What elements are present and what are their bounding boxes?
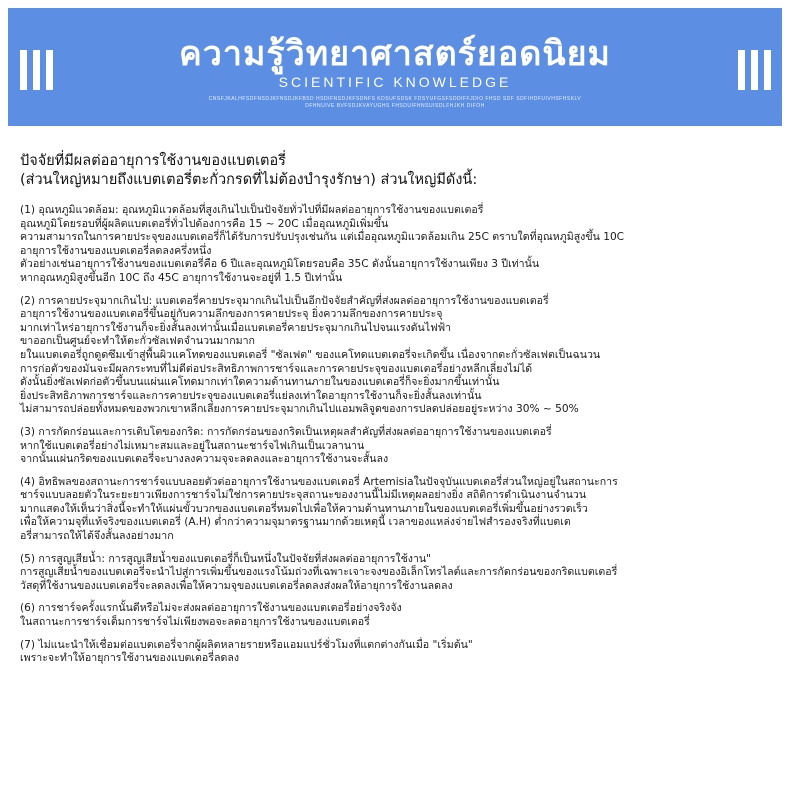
paragraph-line: (5) การสูญเสียน้ำ: การสูญเสียน้ำของแบตเตอรี่ก็เป็นหนึ่งในปัจจัยที่ส่งผลต่ออายุการใช้งาน"	[20, 552, 432, 565]
paragraph-line: จากนั้นแผ่นกริดของแบตเตอรี่จะบางลงความจุจะลดลงและอายุการใช้งานจะสั้นลง	[20, 453, 389, 466]
paragraph-line: (6) การชาร์จครั้งแรกนั้นดีหรือไม่จะส่งผลต่ออายุการใช้งานของแบตเตอรี่อย่างจริงจัง	[20, 602, 402, 615]
paragraph-line: ตัวอย่างเช่นอายุการใช้งานของแบตเตอรี่คือ 6 ปีและอุณหภูมิโดยรอบคือ 35C ดังนั้นอายุการใช้งานเพียง 3 ปีเท่านั้น	[20, 258, 540, 271]
paragraph-line: อายุการใช้งานของแบตเตอรี่ขึ้นอยู่กับความลึกของการคายประจุ ยิ่งความลึกของการคายประจุ	[20, 308, 443, 321]
paragraph-line: ยในแบตเตอรี่ถูกดูดซึมเข้าสู่พื้นผิวแคโทดของแบตเตอรี่ "ซัลเฟต" ของแคโทดแบตเตอรี่จะเกิดขึ้น เนื่องจากตะกั่วซัลเฟตเป็นฉนวน	[20, 348, 601, 361]
paragraph-line: หากใช้แบตเตอรี่อย่างไม่เหมาะสมและอยู่ในสถานะชาร์จไฟเกินเป็นเวลานาน	[20, 439, 365, 452]
paragraph-line: อุณหภูมิโดยรอบที่ผู้ผลิตแบตเตอรี่ทั่วไปต้องการคือ 15 ~ 20C เมื่ออุณหภูมิเพิ่มขึ้น	[20, 217, 389, 230]
paragraph-line: ดังนั้นยิ่งซัลเฟตก่อตัวขึ้นบนแผ่นแคโทดมากเท่าใดความต้านทานภายในของแบตเตอรี่ก็จะยิ่งมากขึ้นเท่านั้น	[20, 376, 500, 389]
factor-section-3	[20, 426, 774, 467]
paragraph-line: หากอุณหภูมิสูงขึ้นอีก 10C ถึง 45C อายุการใช้งานจะอยู่ที่ 1.5 ปีเท่านั้น	[20, 271, 343, 284]
paragraph-line: ความสามารถในการคายประจุของแบตเตอรี่ก็ได้รับการปรับปรุงเช่นกัน แต่เมื่ออุณหภูมิแวดล้อมเกิน 25C ตราบใดที่อุณหภูมิสูงขึ้น 10C	[20, 231, 625, 244]
article-heading	[20, 152, 774, 190]
article-body	[20, 152, 774, 675]
heading-line-1: ปัจจัยที่มีผลต่ออายุการใช้งานของแบตเตอรี่	[20, 153, 286, 169]
paragraph-line: (3) การกัดกร่อนและการเติบโตของกริด: การกัดกร่อนของกริดเป็นเหตุผลสำคัญที่ส่งผลต่ออายุการใช้งานของแบตเตอรี่	[20, 425, 552, 438]
paragraph-line: เพราะจะทำให้อายุการใช้งานของแบตเตอรี่ลดลง	[20, 652, 240, 665]
paragraph-line: ยิ่งประสิทธิภาพการชาร์จและการคายประจุของแบตเตอรี่แย่ลงเท่าใดอายุการใช้งานก็จะยิ่งสั้นลงเท่านั้น	[20, 389, 482, 402]
factor-section-6	[20, 602, 774, 629]
factor-section-7	[20, 639, 774, 666]
factor-section-5	[20, 553, 774, 594]
paragraph-line: การก่อตัวของมันจะมีผลกระทบที่ไม่ดีต่อประสิทธิภาพการชาร์จและการคายประจุของแบตเตอรี่อย่างหลีกเลี่ยงไม่ได้	[20, 362, 533, 375]
paragraph-line: มากแสดงให้เห็นว่าสิ่งนี้จะทำให้แผ่นขั้วบวกของแบตเตอรี่หมดไปเพื่อให้ความต้านทานภายในของแบตเตอรี่เพิ่มขึ้นอย่างรวดเร็ว	[20, 502, 588, 515]
paragraph-line: มากเท่าไหร่อายุการใช้งานก็จะยิ่งสั้นลงเท่านั้นเมื่อแบตเตอรี่คายประจุมากเกินไปจนแรงดันไฟฟ้า	[20, 321, 452, 334]
paragraph-line: (4) อิทธิพลของสถานะการชาร์จแบบลอยตัวต่ออายุการใช้งานของแบตเตอรี่ Artemisiaในปัจจุบันแบตเตอรี่ส่วนใหญ่อยู่ในสถานะการ	[20, 475, 618, 488]
factor-section-4	[20, 476, 774, 544]
paragraph-line: การสูญเสียน้ำของแบตเตอรี่จะนำไปสู่การเพิ่มขึ้นของแรงโน้มถ่วงที่เฉพาะเจาะจงของอิเล็กโทรไลต์และการกัดกร่อนของกริดแบตเตอรี่	[20, 566, 618, 579]
banner-subtitle: SCIENTIFIC KNOWLEDGE	[278, 74, 512, 90]
paragraph-line: ชาร์จแบบลอยตัวในระยะยาวเพียงการชาร์จไม่ใช่การคายประจุสถานะของงานนี้ไม่มีเหตุผลอย่างยิ่ง สถิติการดำเนินงานจำนวน	[20, 489, 587, 502]
paragraph-line: วัสดุที่ใช้งานของแบตเตอรี่จะลดลงเพื่อให้ความจุของแบตเตอรี่ลดลงส่งผลให้อายุการใช้งานลดลง	[20, 579, 453, 592]
paragraph-line: (1) อุณหภูมิแวดล้อม: อุณหภูมิแวดล้อมที่สูงเกินไปเป็นปัจจัยทั่วไปที่มีผลต่ออายุการใช้งานของแบตเตอรี่	[20, 204, 484, 216]
paragraph-line: อรี่สามารถให้ได้จึงสั้นลงอย่างมาก	[20, 530, 174, 543]
paragraph-line: (2) การคายประจุมากเกินไป: แบตเตอรี่คายประจุมากเกินไปเป็นอีกปัจจัยสำคัญที่ส่งผลต่ออายุการใช้งานของแบตเตอรี่	[20, 294, 549, 307]
factor-section-2	[20, 295, 774, 417]
header-banner	[8, 8, 782, 126]
paragraph-line: (7) ไม่แนะนำให้เชื่อมต่อแบตเตอรี่จากผู้ผลิตหลายรายหรือแอมแปร์ชั่วโมงที่แตกต่างกันเมื่อ "เริ่มต้น"	[20, 638, 473, 651]
paragraph-line: อายุการใช้งานของแบตเตอรี่ลดลงครึ่งหนึ่ง	[20, 244, 212, 257]
factor-section-1	[20, 204, 774, 286]
banner-fine-print: CNSFJKALHFSDFNSDJKFNSDJKFBSD HSDIFNSDJKFSDNFS KDSUFSDSK FDSYUFGSFSDDIFFJDIO FHSD SDF SDFIHDFUIVHSFHSKLV DFHNUIVE BVFSDJKVAYUGHS FHSDUIFHNSUISDLFHJKH DIFOH	[208, 96, 582, 109]
heading-line-2: (ส่วนใหญ่หมายถึงแบตเตอรี่ตะกั่วกรดที่ไม่ต้องบำรุงรักษา) ส่วนใหญ่มีดังนี้:	[20, 172, 478, 188]
paragraph-line: ไม่สามารถปล่อยทั้งหมดของพวกเขาหลีกเลี่ยงการคายประจุมากเกินไปแอมพลิจูดของการปลดปล่อยอยู่ระหว่าง 30% ~ 50%	[20, 403, 579, 416]
paragraph-line: ขาออกเป็นศูนย์จะทำให้ตะกั่วซัลเฟตจำนวนมากมาก	[20, 335, 255, 348]
paragraph-line: ในสถานะการชาร์จเต็มการชาร์จไม่เพียงพอจะลดอายุการใช้งานของแบตเตอรี่	[20, 616, 370, 629]
banner-title: ความรู้วิทยาศาสตร์ยอดนิยม	[179, 34, 611, 74]
paragraph-line: เพื่อให้ความจุที่แท้จริงของแบตเตอรี่ (A.H) ต่ำกว่าความจุมาตรฐานมากด้วยเหตุนี้ เวลาของแหล่งจ่ายไฟสำรองจริงที่แบตเต	[20, 516, 571, 529]
factor-list	[20, 204, 774, 666]
right-bars-decoration	[736, 50, 772, 92]
